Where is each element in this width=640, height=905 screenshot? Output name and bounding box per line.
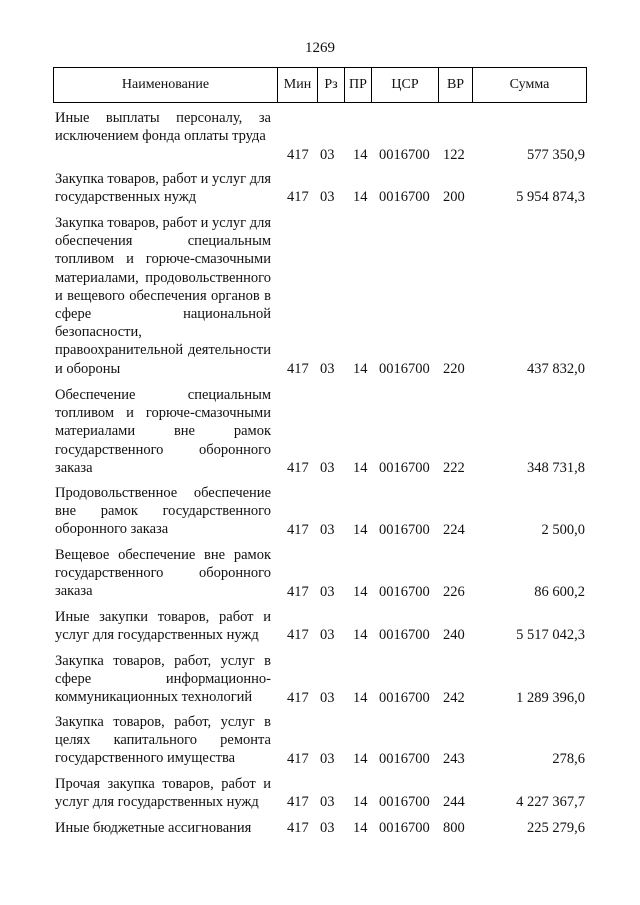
row-sum: 437 832,0 — [527, 361, 585, 377]
row-rz: 03 — [320, 627, 335, 643]
row-rz: 03 — [320, 147, 335, 163]
row-pr: 14 — [353, 460, 368, 476]
row-csr: 0016700 — [379, 794, 430, 810]
row-csr: 0016700 — [379, 690, 430, 706]
row-csr: 0016700 — [379, 189, 430, 205]
row-pr: 14 — [353, 584, 368, 600]
row-name: Закупка товаров, работ, услуг в целях капитального ремонта государственного имущества — [55, 714, 271, 767]
row-vr: 242 — [443, 690, 465, 706]
page-number: 1269 — [305, 40, 335, 56]
row-vr: 224 — [443, 522, 465, 538]
row-sum: 5 517 042,3 — [516, 627, 585, 643]
row-vr: 800 — [443, 820, 465, 836]
row-csr: 0016700 — [379, 460, 430, 476]
row-sum: 2 500,0 — [541, 522, 585, 538]
row-sum: 348 731,8 — [527, 460, 585, 476]
row-name: Прочая закупка товаров, работ и услуг для государственных нужд — [55, 776, 271, 811]
row-min: 417 — [287, 189, 309, 205]
row-rz: 03 — [320, 584, 335, 600]
row-vr: 220 — [443, 361, 465, 377]
row-sum: 86 600,2 — [534, 584, 585, 600]
row-min: 417 — [287, 820, 309, 836]
row-rz: 03 — [320, 690, 335, 706]
row-name: Обеспечение специальным топливом и горюче-смазочными материалами вне рамок государственного оборонного заказа — [55, 387, 271, 476]
row-sum: 5 954 874,3 — [516, 189, 585, 205]
row-name: Иные бюджетные ассигнования — [55, 820, 252, 836]
row-vr: 244 — [443, 794, 465, 810]
header-vr: ВР — [439, 68, 473, 102]
row-name: Иные выплаты персоналу, за исключением фонда оплаты труда — [55, 110, 271, 145]
row-name: Закупка товаров, работ и услуг для обеспечения специальным топливом и горюче-смазочными материалами, продовольственного и вещевого обеспечения органов в сфере национальной безопасности, правоохранительной деятельности и обороны — [55, 215, 272, 377]
header-csr: ЦСР — [372, 68, 439, 102]
row-sum: 4 227 367,7 — [516, 794, 585, 810]
row-csr: 0016700 — [379, 584, 430, 600]
row-csr: 0016700 — [379, 361, 430, 377]
row-csr: 0016700 — [379, 751, 430, 767]
row-name: Закупка товаров, работ, услуг в сфере информационно-коммуникационных технологий — [55, 653, 271, 706]
row-rz: 03 — [320, 460, 335, 476]
row-pr: 14 — [353, 794, 368, 810]
row-pr: 14 — [353, 361, 368, 377]
row-pr: 14 — [353, 147, 368, 163]
row-rz: 03 — [320, 361, 335, 377]
row-sum: 225 279,6 — [527, 820, 585, 836]
row-csr: 0016700 — [379, 147, 430, 163]
row-csr: 0016700 — [379, 820, 430, 836]
row-vr: 226 — [443, 584, 465, 600]
row-min: 417 — [287, 690, 309, 706]
row-vr: 243 — [443, 751, 465, 767]
row-rz: 03 — [320, 751, 335, 767]
row-min: 417 — [287, 794, 309, 810]
row-sum: 1 289 396,0 — [516, 690, 585, 706]
row-csr: 0016700 — [379, 522, 430, 538]
row-pr: 14 — [353, 690, 368, 706]
row-pr: 14 — [353, 189, 368, 205]
row-vr: 240 — [443, 627, 465, 643]
row-rz: 03 — [320, 189, 335, 205]
row-vr: 122 — [443, 147, 465, 163]
row-csr: 0016700 — [379, 627, 430, 643]
row-name: Продовольственное обеспечение вне рамок государственного оборонного заказа — [55, 485, 271, 538]
header-pr: ПР — [345, 68, 372, 102]
row-pr: 14 — [353, 751, 368, 767]
row-sum: 278,6 — [552, 751, 585, 767]
row-rz: 03 — [320, 794, 335, 810]
row-pr: 14 — [353, 522, 368, 538]
row-sum: 577 350,9 — [527, 147, 585, 163]
row-name: Иные закупки товаров, работ и услуг для государственных нужд — [55, 609, 271, 644]
row-min: 417 — [287, 361, 309, 377]
row-rz: 03 — [320, 522, 335, 538]
row-min: 417 — [287, 147, 309, 163]
row-pr: 14 — [353, 627, 368, 643]
row-name: Вещевое обеспечение вне рамок государственного оборонного заказа — [55, 547, 271, 600]
row-name: Закупка товаров, работ и услуг для государственных нужд — [55, 171, 272, 206]
row-min: 417 — [287, 522, 309, 538]
row-min: 417 — [287, 584, 309, 600]
header-name: Наименование — [54, 68, 278, 102]
header-rz: Рз — [318, 68, 345, 102]
table-header — [53, 67, 587, 103]
header-min: Мин — [278, 68, 318, 102]
header-sum: Сумма — [509, 77, 550, 92]
row-rz: 03 — [320, 820, 335, 836]
row-pr: 14 — [353, 820, 368, 836]
row-vr: 200 — [443, 189, 465, 205]
row-min: 417 — [287, 627, 309, 643]
row-vr: 222 — [443, 460, 465, 476]
row-min: 417 — [287, 460, 309, 476]
row-min: 417 — [287, 751, 309, 767]
